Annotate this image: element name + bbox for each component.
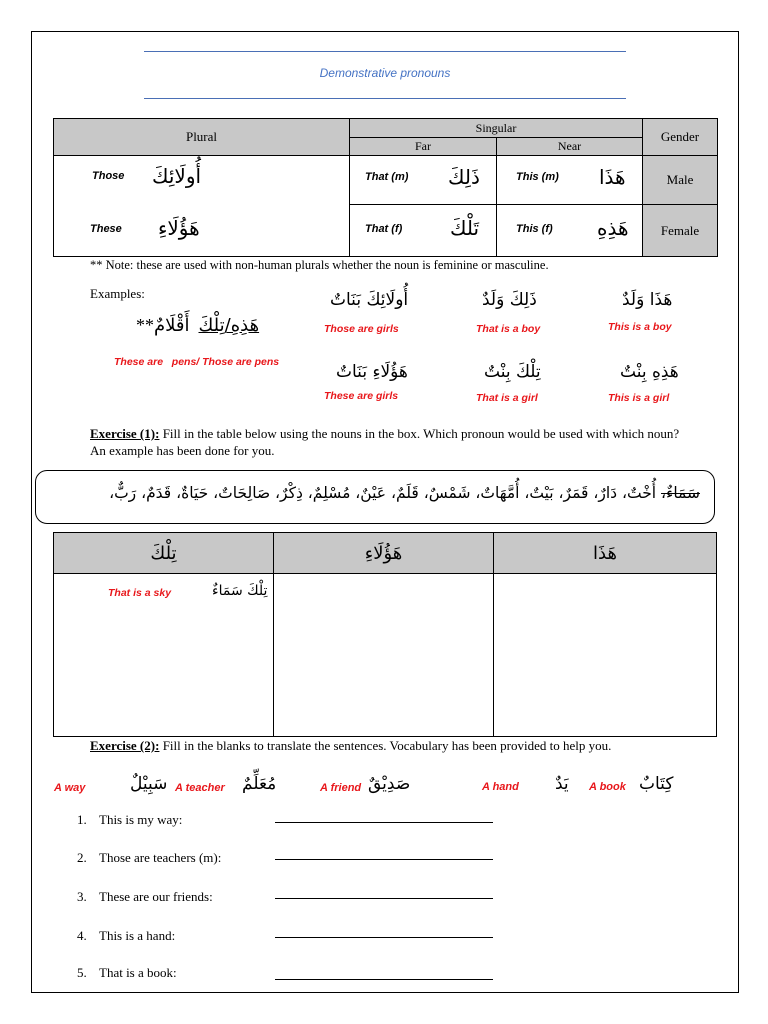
answer-line-4[interactable] xyxy=(275,937,493,938)
examples-label: Examples: xyxy=(90,286,145,301)
special-example xyxy=(136,315,259,336)
exercise1-table xyxy=(53,532,717,737)
col-header-hatha-text: هَذَا xyxy=(593,542,617,564)
vocab-en-3: A hand xyxy=(482,781,519,793)
vocab-ar-4: كِتَابٌ xyxy=(639,774,674,794)
header-plural: Plural xyxy=(53,118,350,156)
question-5-num: 5. xyxy=(77,965,87,980)
example-en-0: Those are girls xyxy=(324,323,399,335)
col-header-hatha xyxy=(493,532,717,574)
word-box-rest: أُخْتٌ، دَارٌ، قَمَرٌ، بَيْتٌ، أُمَّهَاتٌ، شَمْسٌ، قَلَمٌ، عَيْنٌ، مُسْلِمٌ، ذِكْرٌ، صَالِحَاتٌ، حَيَاةٌ، قَدَمٌ، رَبٌّ، xyxy=(109,484,662,502)
gender-male: Male xyxy=(642,155,718,205)
word-box xyxy=(35,470,715,524)
example-ar-3: هَؤُلَاءِ بَنَاتٌ xyxy=(336,362,408,382)
vocab-ar-0: سَبِيْلٌ xyxy=(130,774,168,794)
special-stars: ** xyxy=(136,315,154,335)
example-en-4: That is a girl xyxy=(476,392,538,404)
title-rule-bottom xyxy=(144,98,626,99)
title-rule-top xyxy=(144,51,626,52)
word-box-words xyxy=(109,484,700,502)
vocab-en-4: A book xyxy=(589,781,626,793)
example-ar-0: أُولَائِكَ بَنَاتٌ xyxy=(330,290,409,310)
worksheet-page xyxy=(31,31,739,993)
example-en-2: This is a boy xyxy=(608,321,672,333)
vocab-ar-2: صَدِيْقٌ xyxy=(368,774,411,794)
far-female-ar: تَلْكَ xyxy=(450,216,480,240)
exercise2-text: Fill in the blanks to translate the sentences. Vocabulary has been provided to help you. xyxy=(159,738,612,753)
col-header-tilka-text: تِلْكَ xyxy=(150,542,177,564)
question-2-num: 2. xyxy=(77,850,87,865)
plural-ar-male: أُولَائِكَ xyxy=(152,164,202,188)
near-male-ar: هَذَا xyxy=(599,165,626,189)
col-header-tilka xyxy=(53,532,274,574)
answer-line-1[interactable] xyxy=(275,822,493,823)
note-text: ** Note: these are used with non-human plurals whether the noun is feminine or masculine. xyxy=(90,258,549,272)
page-title: Demonstrative pronouns xyxy=(319,66,451,80)
vocab-ar-3: يَدٌ xyxy=(555,774,569,794)
near-female-ar: هَذِهِ xyxy=(597,216,629,240)
question-4 xyxy=(77,928,175,944)
plural-en-male: Those xyxy=(92,170,125,182)
far-male-ar: ذَلِكَ xyxy=(448,165,480,189)
plural-ar-female: هَؤُلَاءِ xyxy=(158,216,200,240)
question-4-text: This is a hand: xyxy=(99,928,176,943)
question-5-text: That is a book: xyxy=(99,965,177,980)
example-ar-1: ذَلِكَ وَلَدٌ xyxy=(482,290,537,310)
question-1-num: 1. xyxy=(77,812,87,827)
col-header-haulai xyxy=(273,532,494,574)
question-3-text: These are our friends: xyxy=(99,889,213,904)
pronoun-table xyxy=(53,118,718,257)
plural-cell xyxy=(53,155,350,257)
col-hatha-cell[interactable] xyxy=(493,573,717,737)
example-ar-2: هَذَا وَلَدٌ xyxy=(622,290,673,310)
col-header-haulai-text: هَؤُلَاءِ xyxy=(364,542,403,564)
question-4-num: 4. xyxy=(77,928,87,943)
answer-line-5[interactable] xyxy=(275,979,493,980)
vocab-en-1: A teacher xyxy=(175,782,225,794)
header-near: Near xyxy=(496,137,643,156)
exercise2-instructions xyxy=(90,738,611,754)
word-box-struck-word: سَمَاءٌ، xyxy=(661,484,700,502)
near-male-en: This (m) xyxy=(516,171,559,183)
near-female-cell xyxy=(496,204,643,257)
question-3 xyxy=(77,889,213,905)
far-female-cell xyxy=(349,204,497,257)
far-male-cell xyxy=(349,155,497,205)
question-3-num: 3. xyxy=(77,889,87,904)
near-male-cell xyxy=(496,155,643,205)
plural-en-female: These xyxy=(90,223,122,235)
answer-line-3[interactable] xyxy=(275,898,493,899)
question-2 xyxy=(77,850,221,866)
vocab-ar-1: مُعَلِّمٌ xyxy=(242,774,277,794)
example-en-1: That is a boy xyxy=(476,323,541,335)
special-example-ar-underlined: هَذِهِ/تِلْكَ xyxy=(198,315,260,336)
far-female-en: That (f) xyxy=(365,223,403,235)
vocab-en-0: A way xyxy=(54,782,86,794)
exercise2-label: Exercise (2): xyxy=(90,738,160,753)
header-far: Far xyxy=(349,137,497,156)
header-singular: Singular xyxy=(349,118,643,138)
example-en-5: This is a girl xyxy=(608,392,670,404)
example-ar-5: هَذِهِ بِنْتٌ xyxy=(620,362,679,382)
example-answer-ar: تِلْكَ سَمَاءٌ xyxy=(212,583,268,599)
special-example-en: These are pens/ Those are pens xyxy=(114,356,280,368)
example-en-3: These are girls xyxy=(324,390,399,402)
question-5 xyxy=(77,965,177,981)
question-1-text: This is my way: xyxy=(99,812,183,827)
question-1 xyxy=(77,812,182,828)
col-tilka-cell[interactable] xyxy=(53,573,274,737)
exercise1-label: Exercise (1): xyxy=(90,426,160,441)
example-answer-en: That is a sky xyxy=(108,587,172,599)
exercise1-text: Fill in the table below using the nouns in the box. Which pronoun would be used with which noun? An example has been done for you. xyxy=(90,426,680,458)
special-example-ar-rest: أَقْلَامٌ xyxy=(154,315,190,336)
col-haulai-cell[interactable] xyxy=(273,573,494,737)
exercise1-instructions xyxy=(90,425,680,459)
near-female-en: This (f) xyxy=(516,223,553,235)
far-male-en: That (m) xyxy=(365,171,409,183)
vocab-en-2: A friend xyxy=(320,782,362,794)
header-gender: Gender xyxy=(642,118,718,156)
gender-female: Female xyxy=(642,204,718,257)
example-ar-4: تِلْكَ بِنْتٌ xyxy=(484,362,541,382)
question-2-text: Those are teachers (m): xyxy=(99,850,222,865)
answer-line-2[interactable] xyxy=(275,859,493,860)
